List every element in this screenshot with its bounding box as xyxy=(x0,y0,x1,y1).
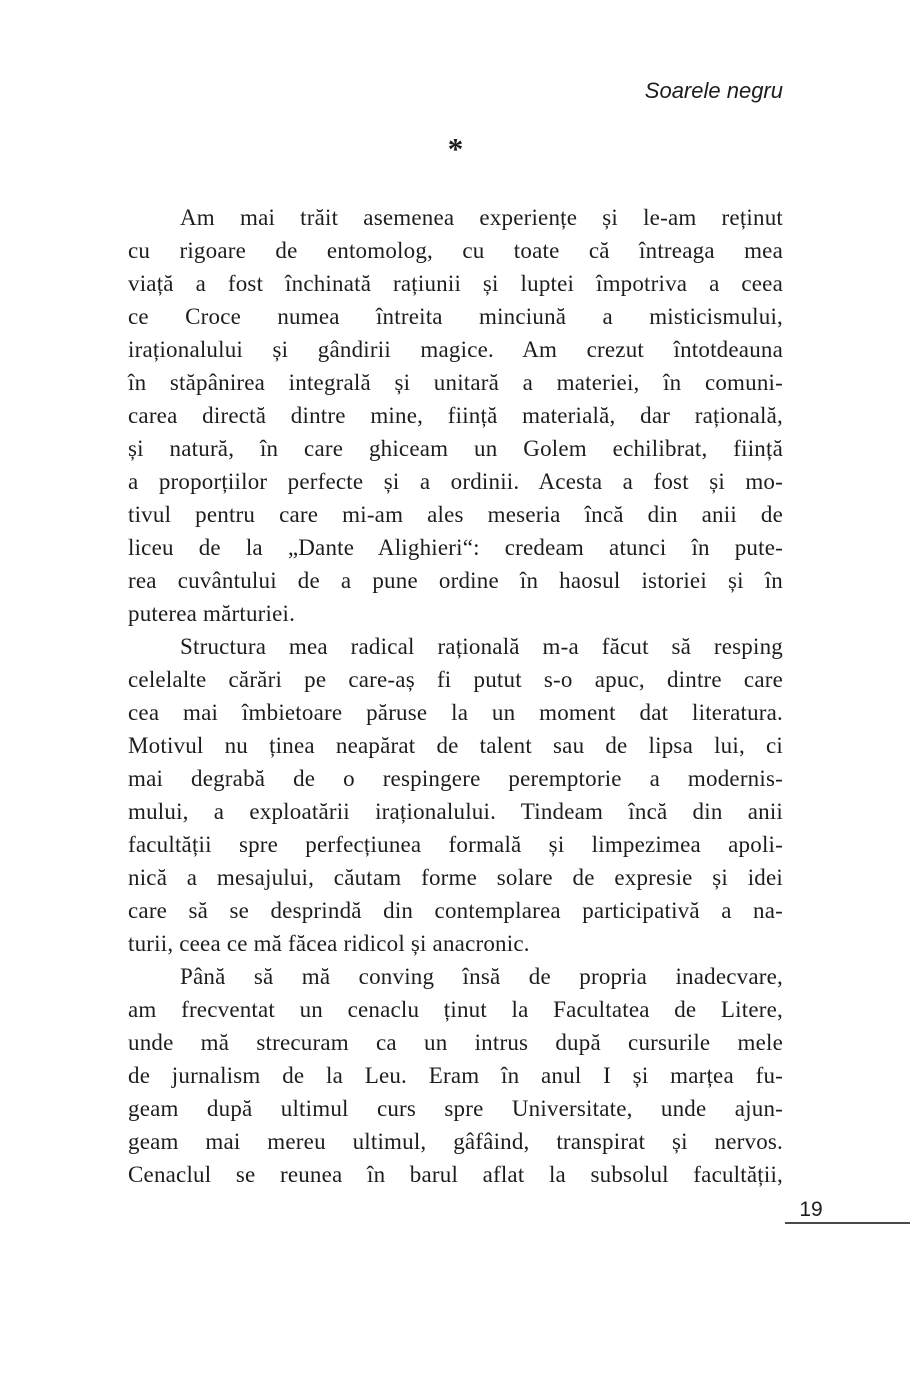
text-line: puterea mărturiei. xyxy=(128,601,296,626)
text-line: celelalte cărări pe care-aș fi putut s-o apuc, dintre care xyxy=(128,667,783,692)
body-text xyxy=(128,201,783,1191)
page-number: 19 xyxy=(799,1198,823,1221)
text-line: Motivul nu ținea neapărat de talent sau de lipsa lui, ci xyxy=(128,733,783,758)
text-line: iraționalului și gândirii magice. Am crezut întotdeauna xyxy=(128,337,783,362)
text-line: turii, ceea ce mă făcea ridicol și anacronic. xyxy=(128,931,530,956)
text-line: Structura mea radical rațională m-a făcut să resping xyxy=(180,634,783,659)
text-line: liceu de la „Dante Alighieri“: credeam atunci în pute- xyxy=(128,535,783,560)
text-line: geam după ultimul curs spre Universitate, unde ajun- xyxy=(128,1096,783,1121)
text-line: am frecventat un cenaclu ținut la Facultatea de Litere, xyxy=(128,997,783,1022)
text-line: unde mă strecuram ca un intrus după cursurile mele xyxy=(128,1030,783,1055)
text-line: rea cuvântului de a pune ordine în haosul istoriei și în xyxy=(128,568,783,593)
text-line: Am mai trăit asemenea experiențe și le-am reținut xyxy=(180,205,783,230)
text-line: Până să mă conving însă de propria inadecvare, xyxy=(180,964,783,989)
text-line: mai degrabă de o respingere peremptorie a modernis- xyxy=(128,766,783,791)
text-line: de jurnalism de la Leu. Eram în anul I și marțea fu- xyxy=(128,1063,783,1088)
text-line: și natură, în care ghiceam un Golem echilibrat, ființă xyxy=(128,436,783,461)
text-line: care să se desprindă din contemplarea participativă a na- xyxy=(128,898,783,923)
text-line: a proporțiilor perfecte și a ordinii. Acesta a fost și mo- xyxy=(128,469,783,494)
text-line: cu rigoare de entomolog, cu toate că întreaga mea xyxy=(128,238,783,263)
text-line: ce Croce numea întreita minciună a misticismului, xyxy=(128,304,783,329)
text-line: nică a mesajului, căutam forme solare de expresie și idei xyxy=(128,865,783,890)
text-line: mului, a exploatării iraționalului. Tindeam încă din anii xyxy=(128,799,783,824)
footer-rule xyxy=(785,1222,910,1224)
text-line: cea mai îmbietoare păruse la un moment dat literatura. xyxy=(128,700,783,725)
text-line: geam mai mereu ultimul, gâfâind, transpirat și nervos. xyxy=(128,1129,783,1154)
text-line: în stăpânirea integrală și unitară a materiei, în comuni- xyxy=(128,370,783,395)
text-line: Cenaclul se reunea în barul aflat la subsolul facultății, xyxy=(128,1162,783,1187)
section-break-asterisk: * xyxy=(447,131,464,166)
text-line: viață a fost închinată rațiunii și luptei împotriva a ceea xyxy=(128,271,783,296)
running-header: Soarele negru xyxy=(644,78,783,103)
text-line: carea directă dintre mine, ființă materială, dar rațională, xyxy=(128,403,783,428)
text-line: tivul pentru care mi-am ales meseria încă din anii de xyxy=(128,502,783,527)
text-line: facultății spre perfecțiunea formală și limpezimea apoli- xyxy=(128,832,783,857)
